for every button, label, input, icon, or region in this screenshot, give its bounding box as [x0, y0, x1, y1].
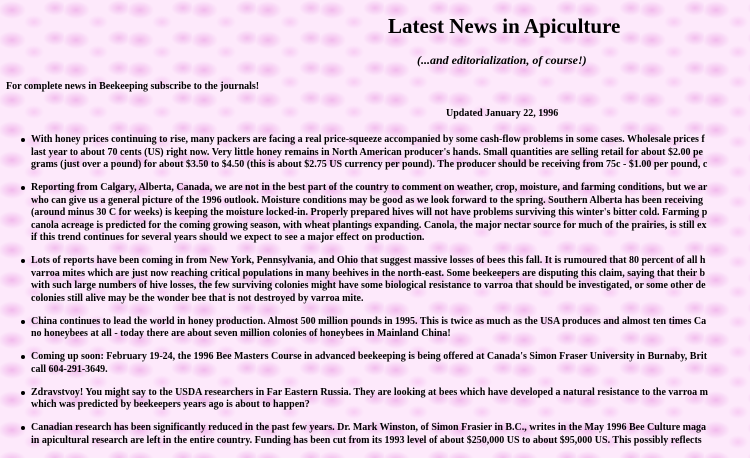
- news-line: in apicultural research are left in the entire country. Funding has been cut from its 1993 level of about $250,000 US to about $95,000 US. This possibly reflects: [31, 434, 702, 446]
- bullet-icon: [21, 138, 25, 142]
- updated-date: Updated January 22, 1996: [446, 108, 559, 119]
- news-item: [0, 255, 750, 305]
- bullet-icon: [21, 186, 25, 190]
- page-title: Latest News in Apiculture: [388, 14, 621, 38]
- news-line: With honey prices continuing to rise, many packers are facing a real price-squeeze accompanied by some cash-flow problems in some cases. Wholesale prices f: [31, 134, 705, 145]
- bullet-icon: [21, 426, 25, 430]
- bullet-icon: [21, 259, 25, 263]
- news-item: [0, 134, 750, 172]
- bullet-icon: [21, 320, 25, 324]
- news-line: Reporting from Calgary, Alberta, Canada, we are not in the best part of the country to comment on weather, crop, moisture, and farming conditions, but we ar: [31, 182, 708, 193]
- news-item: [0, 387, 750, 412]
- news-line: if this trend continues for several years should we expect to see a major effect on production.: [31, 232, 425, 243]
- news-line: with such large numbers of hive losses, the few surviving colonies might have some biological resistance to varroa that should be investigated, or some other de: [31, 280, 706, 291]
- news-line: canola acreage is predicted for the coming growing season, with wheat plantings expanding. Canola, the major nectar source for much of the prairies, is still ex: [31, 219, 707, 231]
- news-line: grams (just over a pound) for about $3.50 to $4.50 (this is about $2.75 US currency per pound). The producer should be receiving from 75c - $1.00 per pound, c: [31, 159, 708, 170]
- bullet-icon: [21, 355, 25, 359]
- news-item: [0, 422, 750, 447]
- subscribe-note: For complete news in Beekeeping subscribe to the journals!: [6, 81, 260, 92]
- page-subtitle: (...and editorialization, of course!): [417, 53, 587, 67]
- news-line: China continues to lead the world in honey production. Almost 500 million pounds in 1995. This is twice as much as the USA produces and almost ten times Ca: [31, 315, 707, 327]
- news-item: [0, 316, 750, 341]
- news-line: who can give us a general picture of the 1996 outlook. Moisture conditions may be good as we look forward to the spring. Southern Alberta has been receiving: [31, 194, 703, 206]
- news-line: no honeybees at all - today there are about seven million colonies of honeybees in Mainland China!: [31, 328, 451, 339]
- news-list: [0, 134, 750, 458]
- news-line: varroa mites which are just now reaching critical populations in many beehives in the north-east. Some beekeepers are disputing this claim, saying that their b: [31, 267, 706, 279]
- news-line: Canadian research has been significantly reduced in the past few years. Dr. Mark Winston, of Simon Frasier in B.C., writes in the May 1996 Bee Culture maga: [31, 422, 706, 433]
- news-item: [0, 351, 750, 376]
- news-line: which was predicted by beekeepers years ago is about to happen?: [31, 399, 310, 410]
- bullet-icon: [21, 391, 25, 395]
- news-line: last year to about 70 cents (US) right now. Very little honey remains in North American producer's hands. Small quantities are selling retail for about $2.00 pe: [31, 146, 703, 158]
- news-line: colonies still alive may be the wonder bee that is not destroyed by varroa mite.: [31, 292, 364, 304]
- news-line: Lots of reports have been coming in from New York, Pennsylvania, and Ohio that suggest massive losses of bees this fall. It is rumoured that 80 percent of all h: [31, 255, 706, 266]
- news-line: Coming up soon: February 19-24, the 1996 Bee Masters Course in advanced beekeeping is being offered at Canada's Simon Fraser University in Burnaby, Brit: [31, 351, 708, 362]
- news-line: Zdravstvoy! You might say to the USDA researchers in Far Eastern Russia. They are looking at bees which have developed a natural resistance to the varroa m: [31, 386, 708, 398]
- news-line: call 604-291-3649.: [31, 363, 108, 375]
- news-line: (around minus 30 C for weeks) is keeping the moisture locked-in. Properly prepared hives will not have problems surviving this winter's bitter cold. Farming p: [31, 207, 708, 218]
- news-item: [0, 182, 750, 245]
